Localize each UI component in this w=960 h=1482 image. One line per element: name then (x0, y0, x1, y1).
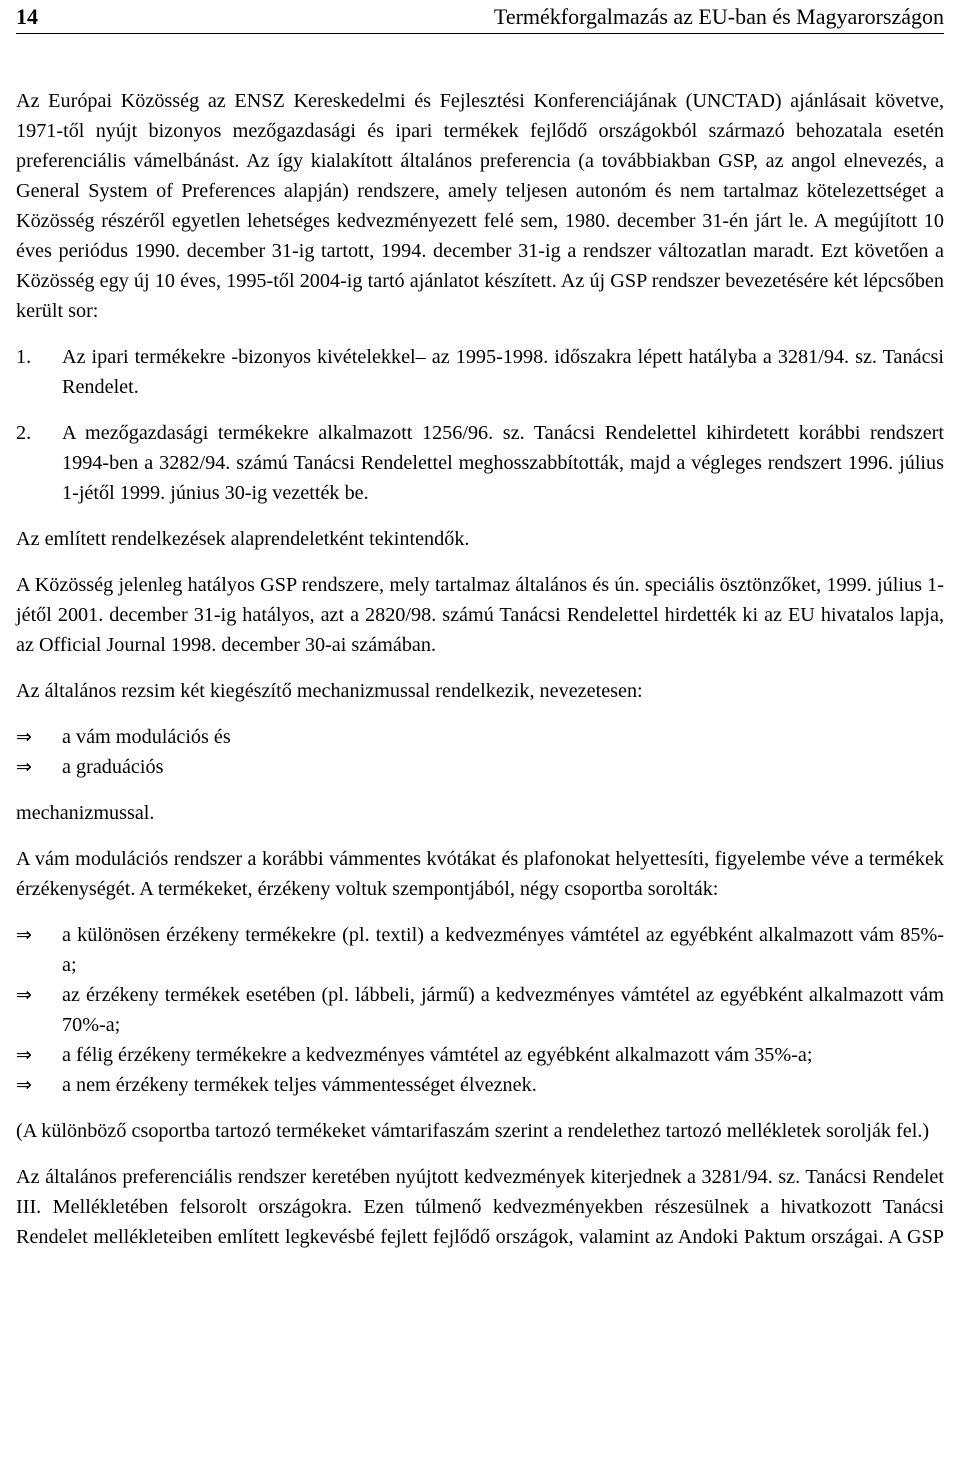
double-arrow-icon: ⇒ (16, 756, 32, 778)
paragraph-intro: Az Európai Közösség az ENSZ Kereskedelmi és Fejlesztési Konferenciájának (UNCTAD) ajánlásait követve, 1971-től nyújt bizonyos mezőgazdasági és ipari termékek fejlődő országokból származó behozatala esetén preferenciális vámelbánást. Az így kialakított általános preferencia (a továbbiakban GSP, az angol elnevezés, a General System of Preferences alapján) rendszere, amely teljesen autonóm és nem tartalmaz kötelezettséget a Közösség részéről egyetlen lehetséges kedvezményezett felé sem, 1980. december 31-én járt le. A megújított 10 éves periódus 1990. december 31-ig tartott, 1994. december 31-ig a rendszer változatlan maradt. Ezt követően a Közösség egy új 10 éves, 1995-től 2004-ig tartó ajánlatot készített. Az új GSP rendszer bevezetésére két lépcsőben került sor: (16, 90, 944, 322)
double-arrow-icon: ⇒ (16, 984, 32, 1006)
groups-list (16, 920, 944, 1100)
list-item (16, 1070, 944, 1100)
double-arrow-icon: ⇒ (16, 1074, 32, 1096)
list-item (16, 1040, 944, 1070)
list-item-text: a nem érzékeny termékek teljes vámmentességet élveznek. (62, 1074, 537, 1096)
list-item-text: az érzékeny termékek esetében (pl. lábbeli, jármű) a kedvezményes vámtétel az egyébként alkalmazott vám 70%-a; (62, 984, 944, 1036)
paragraph-mechanisms-end: mechanizmussal. (16, 802, 155, 824)
list-item (16, 752, 944, 782)
mechanisms-list (16, 722, 944, 782)
list-item-text: a félig érzékeny termékekre a kedvezményes vámtétel az egyébként alkalmazott vám 35%-a; (62, 1044, 813, 1066)
list-item (16, 980, 944, 1040)
paragraph-current-gsp: A Közösség jelenleg hatályos GSP rendszere, mely tartalmaz általános és ún. speciális ösztönzőket, 1999. július 1-jétől 2001. december 31-ig hatályos, azt a 2820/98. számú Tanácsi Rendelettel hirdették ki az EU hivatalos lapja, az Official Journal 1998. december 30-ai számában. (16, 574, 944, 656)
item-number: 1. (16, 346, 32, 368)
paragraph-beneficiaries: Az általános preferenciális rendszer keretében nyújtott kedvezmények kiterjednek a 3281/94. sz. Tanácsi Rendelet III. Mellékletében felsorolt országokra. Ezen túlmenő kedvezményekben részesülnek a hivatkozott Tanácsi Rendelet mellékleteiben említett legkevésbé fejlett fejlődő országok, valamint az Andoki Paktum országai. A GSP (16, 1166, 944, 1248)
paragraph-annex-note: (A különböző csoportba tartozó termékeket vámtarifaszám szerint a rendelethez tartozó mellékletek sorolják fel.) (16, 1120, 930, 1142)
item-number: 2. (16, 422, 32, 444)
list-item (16, 722, 944, 752)
double-arrow-icon: ⇒ (16, 726, 32, 748)
double-arrow-icon: ⇒ (16, 924, 32, 946)
paragraph-modulation: A vám modulációs rendszer a korábbi vámmentes kvótákat és plafonokat helyettesíti, figyelembe véve a termékek érzékenységét. A termékeket, érzékeny voltuk szempontjából, négy csoportba sorolták: (16, 848, 944, 900)
double-arrow-icon: ⇒ (16, 1044, 32, 1066)
numbered-item-2 (16, 418, 944, 508)
list-item-text: a vám modulációs és (62, 726, 231, 748)
list-item-text: a különösen érzékeny termékekre (pl. textil) a kedvezményes vámtétel az egyébként alkalmazott vám 85%-a; (62, 924, 944, 976)
page-number: 14 (16, 4, 38, 29)
document-body (16, 86, 944, 1268)
list-item (16, 920, 944, 980)
running-title: Termékforgalmazás az EU-ban és Magyarországon (493, 4, 944, 29)
item-text: Az ipari termékekre -bizonyos kivételekkel– az 1995-1998. időszakra lépett hatályba a 3281/94. sz. Tanácsi Rendelet. (62, 346, 944, 398)
paragraph-base-regulation: Az említett rendelkezések alaprendeletként tekintendők. (16, 528, 470, 550)
page-header (16, 0, 944, 34)
item-text: A mezőgazdasági termékekre alkalmazott 1256/96. sz. Tanácsi Rendelettel kihirdetett korábbi rendszert 1994-ben a 3282/94. számú Tanácsi Rendelettel meghosszabbították, majd a végleges rendszert 1996. július 1-jétől 1999. június 30-ig vezették be. (62, 422, 944, 504)
numbered-item-1 (16, 342, 944, 402)
list-item-text: a graduációs (62, 756, 164, 778)
paragraph-mechanisms-intro: Az általános rezsim két kiegészítő mechanizmussal rendelkezik, nevezetesen: (16, 680, 643, 702)
